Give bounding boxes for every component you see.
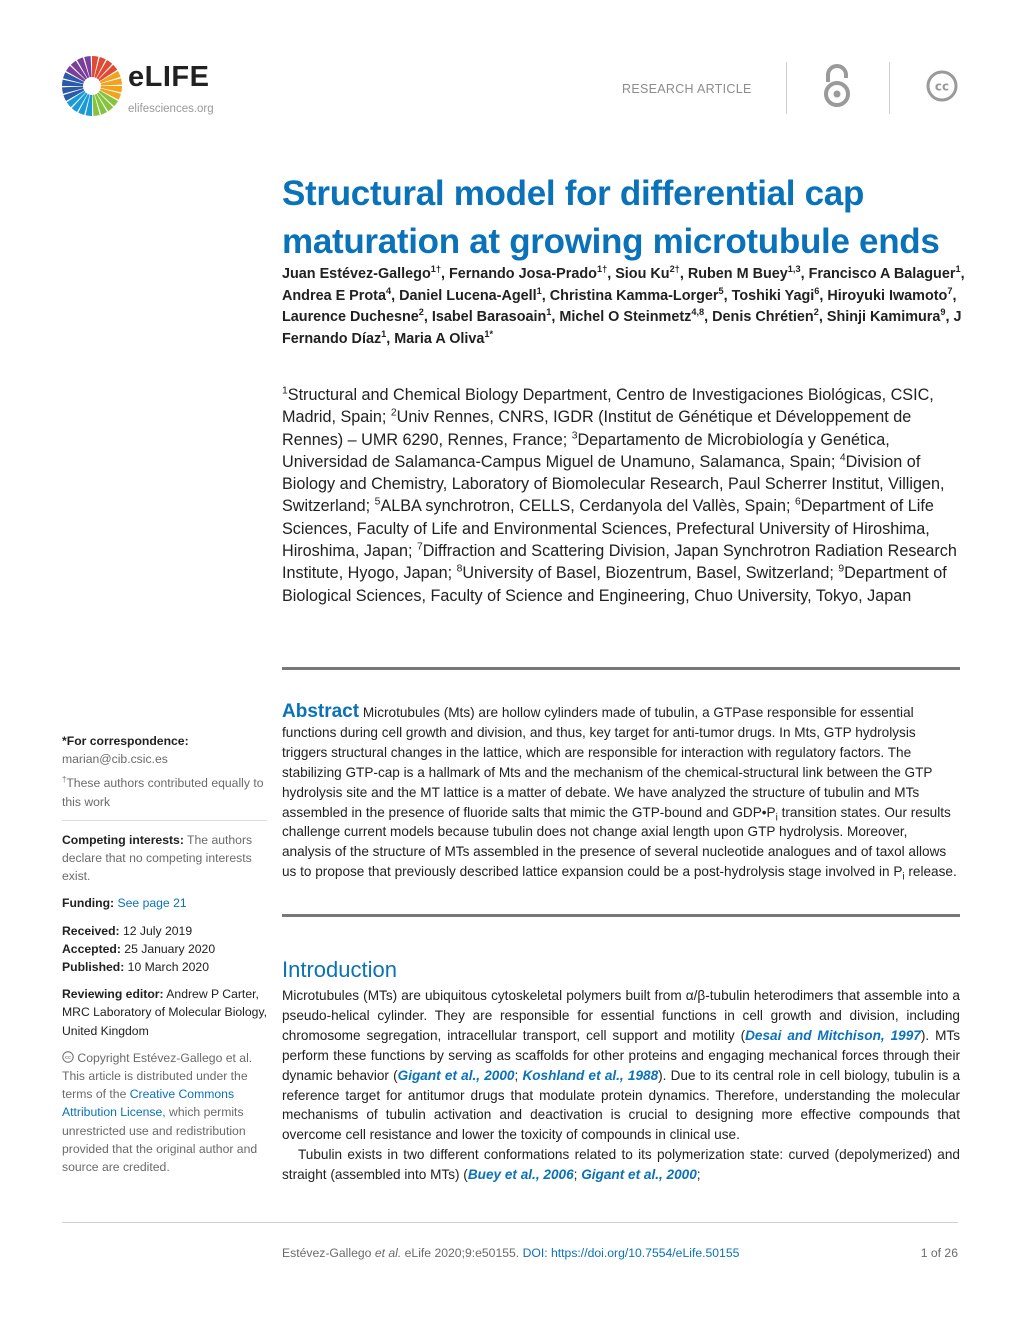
equal-contribution-note: These authors contributed equally to this work	[62, 776, 264, 809]
paragraph	[282, 1145, 960, 1185]
author-affiliation-sup: 1	[381, 328, 387, 339]
subscript: i	[775, 812, 778, 824]
author-affiliation-sup: 1†	[430, 264, 442, 275]
accepted-label: Accepted:	[62, 941, 121, 956]
section-divider	[282, 914, 960, 917]
competing-interests-label: Competing interests:	[62, 832, 184, 847]
page-number: 1 of 26	[920, 1246, 958, 1260]
accepted-date: 25 January 2020	[120, 941, 216, 956]
header-divider	[889, 62, 890, 114]
svg-text:cc: cc	[64, 1055, 72, 1062]
paragraph-text: Microtubules (MTs) are ubiquitous cytoskeletal polymers built from α/β-tubulin heterodimers that assemble into a pseudo-helical cylinder. They are responsible for essential functions in cell growth and division, including chromosome segregation, intracellular transport, cell support and motility (	[282, 988, 960, 1043]
footer-journal: eLife 2020;9:e50155.	[401, 1246, 523, 1260]
brand-url[interactable]: elifesciences.org	[128, 103, 214, 115]
affiliation-text: Univ Rennes, CNRS, IGDR (Institut de Génétique et Développement de Rennes) – UMR 6290, Rennes, France;	[282, 408, 912, 449]
license-link[interactable]: Creative Commons Attribution License,	[62, 1087, 235, 1120]
author-affiliation-sup: 2†	[669, 264, 680, 275]
competing-interests-text: The authors declare that no competing interests exist.	[62, 832, 253, 884]
affiliation-number: 6	[794, 497, 801, 509]
open-access-icon	[822, 64, 852, 108]
citation-link[interactable]: Desai and Mitchison, 1997	[745, 1027, 921, 1043]
published-label: Published:	[62, 960, 125, 975]
reviewing-editor-label: Reviewing editor:	[62, 987, 164, 1002]
license-text: which permits unrestricted use and redistribution provided that the original author and source are credited.	[62, 1105, 258, 1175]
introduction-heading: Introduction	[282, 957, 397, 982]
article-title: Structural model for differential cap maturation at growing microtubule ends	[282, 174, 940, 261]
funding-link[interactable]: See page 21	[117, 896, 187, 911]
correspondence-email[interactable]: marian@cib.csic.es	[62, 752, 168, 767]
creative-commons-icon	[926, 70, 958, 102]
article-type-label: RESEARCH ARTICLE	[622, 82, 752, 96]
author-affiliation-sup: 1	[536, 285, 542, 296]
paragraph-text: ). Due to its central role in cell biology, tubulin is a reference target for antitumor drugs that modulate protein dynamics. Therefore, understanding the molecular mechanisms of tubulin activation and deactivation is crucial to designing more effective compounds that overcome cell resistance and lower the toxicity of compounds in clinical use.	[282, 1067, 961, 1143]
author-name: Shinji Kamimura	[826, 309, 941, 326]
abstract-text: Microtubules (Mts) are hollow cylinders made of tubulin, a GTPase responsible for essential functions during cell growth and division, and thus, key target for anti-tumor drugs. In Mts, GTP hydrolysis triggers structural changes in the lattice, which are responsible for interaction with regulatory factors. The stabilizing GTP-cap is a hallmark of Mts and the mechanism of the chemical-structural link between the GTP hydrolysis site and the MT lattice is a matter of debate. We have analyzed the structure of tubulin and MTs assembled in the presence of fluoride salts that mimic the GTP-bound and GDP•P	[282, 705, 933, 820]
citation-link[interactable]: Koshland et al., 1988	[522, 1067, 659, 1083]
affiliation-number: 1	[282, 385, 288, 397]
author-name: Christina Kamma-Lorger	[549, 287, 719, 304]
author-affiliation-sup: 2	[813, 307, 819, 318]
svg-text:cc: cc	[934, 79, 950, 94]
affiliation-number: 3	[571, 430, 578, 442]
elife-logo-icon	[60, 54, 124, 118]
author-affiliation-sup: 1†	[596, 264, 608, 275]
abstract-text: transition states. Our results challenge current models because tubulin does not change axial length upon GTP hydrolysis. Moreover, analysis of the structure of MTs assembled in the presence of several nucleotide analogues and of taxol allows us to propose that previously described lattice expansion could be a post-hydrolysis stage involved in P	[282, 804, 951, 880]
author-name: Hiroyuki Iwamoto	[827, 287, 948, 304]
author-name: Fernando Josa-Prado	[449, 266, 597, 282]
affiliation-text: Department of Biological Sciences, Faculty of Science and Engineering, Chuo University, Tokyo, Japan	[282, 564, 947, 605]
author-name: Daniel Lucena-Agell	[399, 287, 537, 304]
affiliation-text: Structural and Chemical Biology Department, Centro de Investigaciones Biológicas, CSIC, Madrid, Spain;	[282, 386, 934, 427]
author-affiliation-sup: 4	[385, 285, 392, 296]
author-affiliation-sup: 1	[546, 307, 552, 318]
paragraph-text: ;	[514, 1067, 523, 1083]
affiliation-number: 9	[838, 563, 845, 575]
received-date: 12 July 2019	[119, 923, 193, 938]
author-affiliation-sup: 1*	[484, 328, 494, 339]
author-name: Francisco A Balaguer	[808, 266, 956, 282]
affiliation-number: 5	[374, 497, 381, 509]
author-name: Isabel Barasoain	[431, 309, 547, 326]
author-name: Michel O Steinmetz	[559, 309, 692, 326]
author-affiliation-sup: 6	[814, 285, 820, 296]
footer-citation	[282, 1246, 739, 1260]
author-name: Toshiki Yagi	[731, 287, 815, 304]
funding-label: Funding:	[62, 896, 115, 911]
author-name: J Fernando Díaz	[282, 309, 962, 347]
abstract	[282, 702, 960, 882]
footer-author: Estévez-Gallego	[282, 1246, 375, 1260]
subscript: i	[902, 871, 905, 883]
author-affiliation-sup: 9	[940, 307, 946, 318]
brand-name: eLIFE	[128, 61, 210, 93]
author-name: Siou Ku	[615, 266, 670, 282]
reviewing-editor-text: Andrew P Carter, MRC Laboratory of Molecular Biology, United Kingdom	[62, 987, 268, 1038]
author-affiliation-sup: 4,8	[691, 307, 705, 318]
author-affiliation-sup: 2	[418, 307, 424, 318]
author-affiliation-sup: 7	[947, 285, 953, 296]
abstract-heading: Abstract	[282, 701, 360, 722]
author-affiliation-sup: 1,3	[787, 264, 801, 275]
header-divider	[786, 62, 787, 114]
paragraph-text: ;	[696, 1167, 701, 1183]
abstract-text: release.	[904, 864, 957, 880]
correspondence-label: *For correspondence:	[62, 734, 189, 748]
paragraph-text: ;	[573, 1167, 582, 1183]
affiliation-number: 7	[416, 541, 423, 553]
affiliation-text: Department of Life Sciences, Faculty of Life and Environmental Sciences, Prefectural University of Hiroshima, Hiroshima, Japan;	[282, 497, 934, 561]
copyright-cc-icon	[62, 1051, 74, 1063]
citation-link[interactable]: Gigant et al., 2000	[581, 1167, 697, 1183]
footer-etal: et al.	[374, 1246, 402, 1260]
article-info-sidebar	[62, 732, 267, 1185]
author-name: Andrea E Prota	[282, 287, 386, 304]
paragraph-text: ). MTs perform these functions by serving as scaffolds for other proteins and engaging mechanical forces through their dynamic behavior (	[282, 1027, 961, 1083]
affiliation-number: 4	[839, 452, 846, 464]
footer-divider	[62, 1222, 958, 1223]
author-name: Maria A Oliva	[394, 330, 485, 347]
author-name: Juan Estévez-Gallego	[282, 266, 431, 282]
affiliation-text: ALBA synchrotron, CELLS, Cerdanyola del Vallès, Spain;	[380, 497, 795, 516]
paragraph	[282, 986, 960, 1145]
introduction-body	[282, 986, 960, 1185]
author-list: Juan Estévez-Gallego$^{1\dagger}$, Fernando Josa-Prado$^{1\dagger}$, Siou $Ku^{2\dagger}$, Ruben M Buey$^{1,3}$, Francisco A Balaguer$^1$, Andrea E Prota$^4$, Daniel Lucena-Agell$^1$, Christina Kamma-Lorger$^5$, Toshiki Yagi$^6$, Hiroyuki Iwamoto$^7$, Laurence Duchesne$^2$, Isabel Barasoain$^1$, Michel O Steinmetz$^{4,8}$, Denis Chrétien$^2$, Shinji Kamimura$^9$, J Fernando Díaz$^1$, Maria A Oliva$^{1*}$	[282, 264, 965, 347]
affiliation-list	[282, 384, 962, 607]
author-affiliation-sup: 5	[718, 285, 724, 296]
affiliation-text: Departamento de Microbiología y Genética, Universidad de Salamanca-Campus Miguel de Unamuno, Salamanca, Spain;	[282, 430, 890, 471]
published-date: 10 March 2020	[124, 960, 209, 975]
affiliation-number: 2	[390, 407, 397, 419]
affiliation-text: Diffraction and Scattering Division, Japan Synchrotron Radiation Research Institute, Hyogo, Japan;	[282, 542, 957, 583]
doi-link[interactable]: DOI: https://doi.org/10.7554/eLife.50155	[522, 1246, 740, 1260]
citation-link[interactable]: Buey et al., 2006	[467, 1167, 574, 1183]
equal-contribution-mark: †	[62, 775, 67, 785]
section-divider	[282, 667, 960, 670]
author-name: Laurence Duchesne	[282, 309, 419, 326]
author-name: Denis Chrétien	[712, 309, 814, 326]
author-affiliation-sup: 1	[955, 264, 961, 275]
citation-link[interactable]: Gigant et al., 2000	[397, 1067, 515, 1083]
sidebar-divider	[62, 820, 267, 821]
copyright-text: Copyright Estévez-Gallego et al. This article is distributed under the terms of the	[62, 1050, 253, 1102]
received-label: Received:	[62, 923, 120, 938]
paragraph-text: Tubulin exists in two different conformations related to its polymerization state: curved (depolymerized) and straight (assembled into MTs) (	[282, 1147, 960, 1183]
affiliation-text: University of Basel, Biozentrum, Basel, Switzerland;	[462, 564, 839, 583]
author-name: Ruben M Buey	[687, 266, 788, 282]
affiliation-text: Division of Biology and Chemistry, Laboratory of Biomolecular Research, Paul Scherrer Institut, Villigen, Switzerland;	[282, 452, 945, 516]
affiliation-number: 8	[456, 563, 463, 575]
